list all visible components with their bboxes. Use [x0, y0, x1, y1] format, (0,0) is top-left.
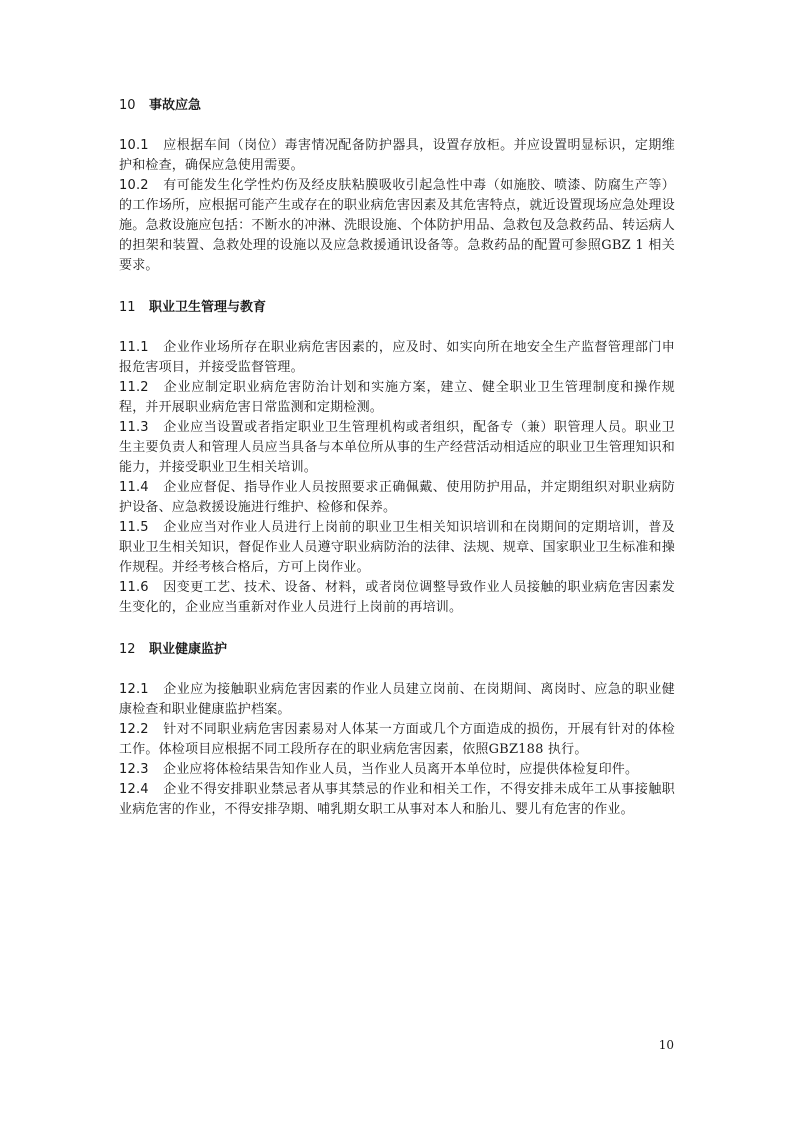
section-number: 11: [119, 300, 136, 315]
clause: [119, 176, 675, 276]
section-title: 职业健康监护: [149, 642, 228, 657]
clause-number: 11.4: [119, 480, 149, 495]
spacer: [119, 276, 675, 298]
clause-number: 10.2: [119, 178, 149, 193]
section-10: [119, 96, 675, 276]
clause-number: 12.2: [119, 722, 149, 737]
section-title: 职业卫生管理与教育: [149, 300, 267, 315]
clause-text: 企业应为接触职业病危害因素的作业人员建立岗前、在岗期间、离岗时、应急的职业健康检查和职业健康监护档案。: [119, 682, 675, 717]
spacer: [119, 618, 675, 640]
clause-number: 12.3: [119, 762, 149, 777]
section-heading: [119, 298, 675, 318]
clause-text: 应根据车间（岗位）毒害情况配备防护器具，设置存放柜。并应设置明显标识，定期维护和检查，确保应急使用需要。: [119, 138, 675, 173]
clause: [119, 760, 675, 780]
page-content: [119, 96, 675, 820]
clause: [119, 338, 675, 378]
clause-text: 企业应当设置或者指定职业卫生管理机构或者组织，配备专（兼）职管理人员。职业卫生主要负责人和管理人员应当具备与本单位所从事的生产经营活动相适应的职业卫生管理知识和能力，并接受职业卫生相关培训。: [119, 420, 675, 475]
clause-number: 11.3: [119, 420, 149, 435]
section-items: [119, 338, 675, 618]
clause-text: 企业应制定职业病危害防治计划和实施方案，建立、健全职业卫生管理制度和操作规程，并开展职业病危害日常监测和定期检测。: [119, 380, 675, 415]
clause-text: 企业应当对作业人员进行上岗前的职业卫生相关知识培训和在岗期间的定期培训，普及职业卫生相关知识，督促作业人员遵守职业病防治的法律、法规、规章、国家职业卫生标准和操作规程。并经考核合格后，方可上岗作业。: [119, 520, 675, 575]
section-heading: [119, 640, 675, 660]
clause-number: 11.2: [119, 380, 149, 395]
section-11: [119, 298, 675, 618]
clause-text: 因变更工艺、技术、设备、材料，或者岗位调整导致作业人员接触的职业病危害因素发生变化的，企业应当重新对作业人员进行上岗前的再培训。: [119, 580, 675, 615]
clause: [119, 780, 675, 820]
clause-number: 10.1: [119, 138, 149, 153]
section-12: [119, 640, 675, 820]
clause-number: 12.1: [119, 682, 149, 697]
clause: [119, 680, 675, 720]
clause: [119, 720, 675, 760]
clause: [119, 578, 675, 618]
page-number: 10: [658, 1038, 674, 1052]
clause-text: 企业应督促、指导作业人员按照要求正确佩戴、使用防护用品，并定期组织对职业病防护设备、应急救援设施进行维护、检修和保养。: [119, 480, 675, 515]
clause-text: 有可能发生化学性灼伤及经皮肤粘膜吸收引起急性中毒（如施胶、喷漆、防腐生产等）的工作场所，应根据可能产生或存在的职业病危害因素及其危害特点，就近设置现场应急处理设施。急救设施应包括：不断水的冲淋、洗眼设施、个体防护用品、急救包及急救药品、转运病人的担架和装置、急救处理的设施以及应急救援通讯设备等。急救药品的配置可参照GBZ 1 相关要求。: [119, 178, 675, 273]
section-title: 事故应急: [149, 98, 202, 113]
section-number: 12: [119, 642, 136, 657]
clause: [119, 136, 675, 176]
clause-number: 11.6: [119, 580, 149, 595]
clause: [119, 378, 675, 418]
clause: [119, 418, 675, 478]
clause-text: 针对不同职业病危害因素易对人体某一方面或几个方面造成的损伤，开展有针对的体检工作。体检项目应根据不同工段所存在的职业病危害因素，依照GBZ188 执行。: [119, 722, 675, 757]
section-number: 10: [119, 98, 136, 113]
section-heading: [119, 96, 675, 116]
clause-number: 11.1: [119, 340, 149, 355]
clause-number: 12.4: [119, 782, 149, 797]
clause-number: 11.5: [119, 520, 149, 535]
clause-text: 企业不得安排职业禁忌者从事其禁忌的作业和相关工作，不得安排未成年工从事接触职业病危害的作业，不得安排孕期、哺乳期女职工从事对本人和胎儿、婴儿有危害的作业。: [119, 782, 675, 817]
clause: [119, 518, 675, 578]
section-items: [119, 680, 675, 820]
clause-text: 企业应将体检结果告知作业人员，当作业人员离开本单位时，应提供体检复印件。: [163, 762, 639, 777]
clause-text: 企业作业场所存在职业病危害因素的，应及时、如实向所在地安全生产监督管理部门申报危害项目，并接受监督管理。: [119, 340, 675, 375]
clause: [119, 478, 675, 518]
section-items: [119, 136, 675, 276]
